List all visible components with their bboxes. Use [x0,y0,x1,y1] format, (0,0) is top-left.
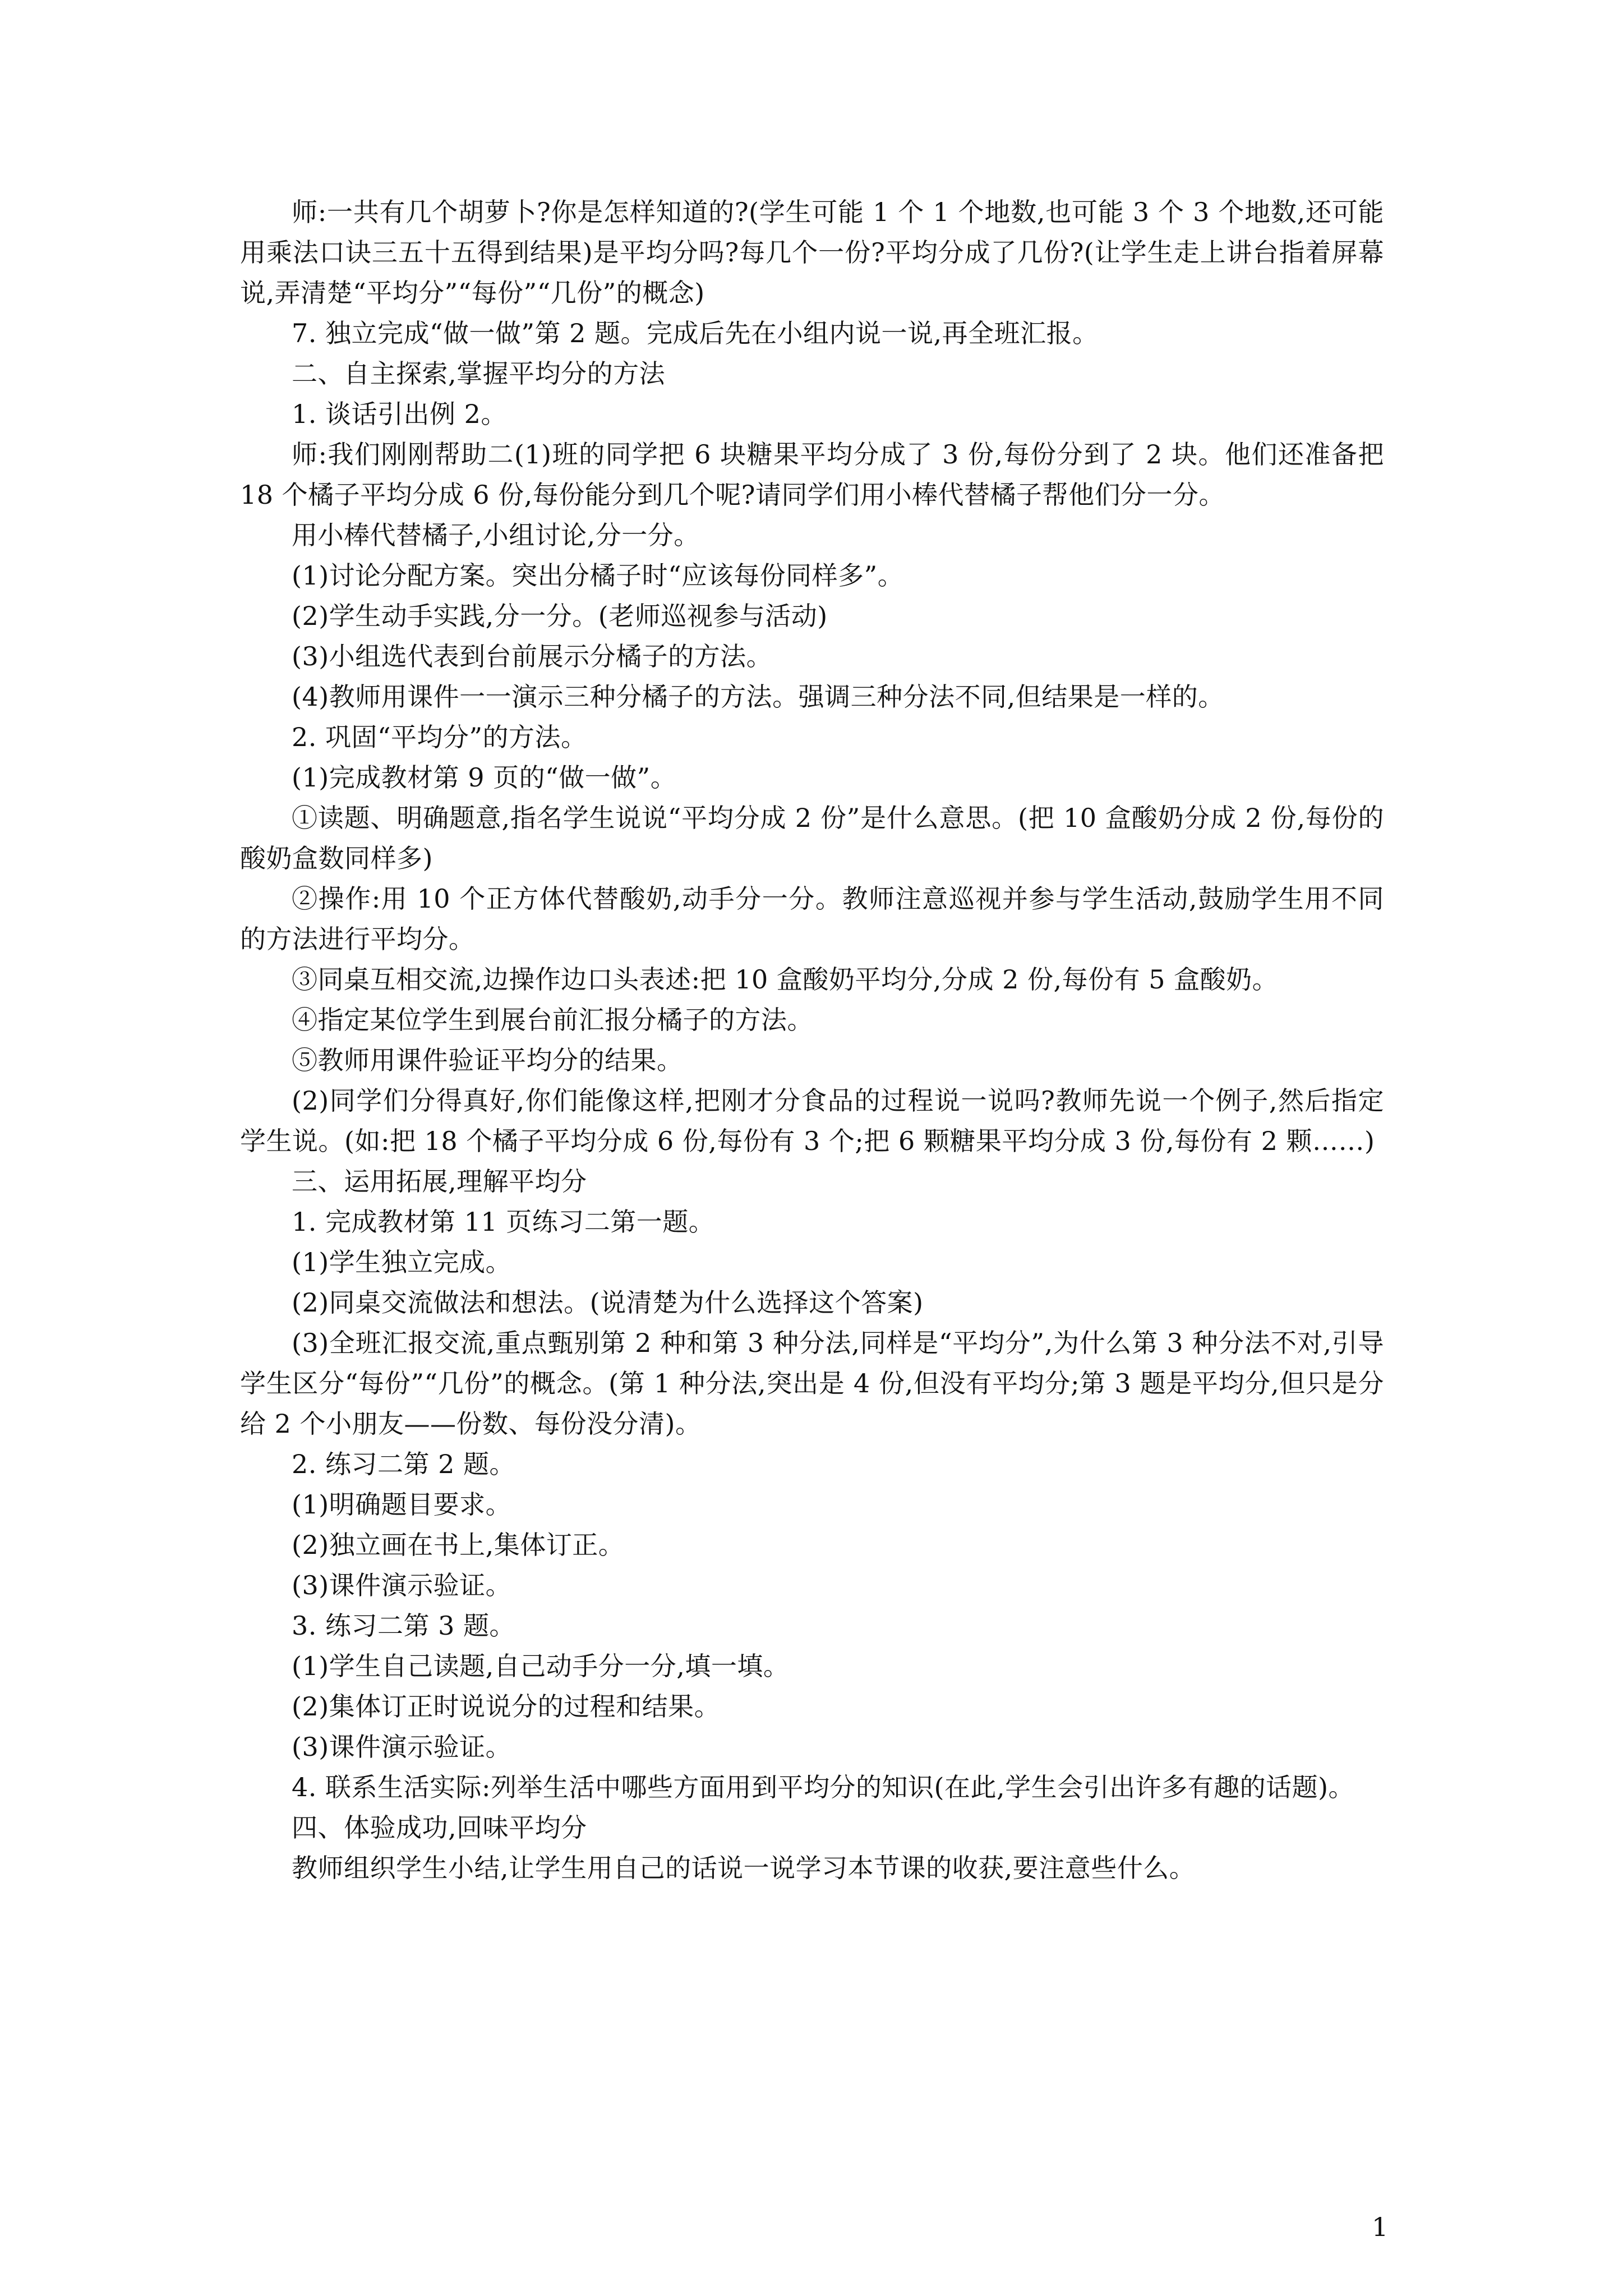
list-item: (3)课件演示验证。 [292,1732,512,1762]
list-item: ⑤教师用课件验证平均分的结果。 [292,1045,683,1075]
list-item: (2)集体订正时说说分的过程和结果。 [292,1691,721,1722]
list-item: (3)全班汇报交流,重点甄别第 2 种和第 3 种分法,同样是“平均分”,为什么第 3 种分法不对,引导学生区分“每份”“几份”的概念。(第 1 种分法,突出是 4 份,但没有平均分;第 3 题是平均分,但只是分给 2 个小朋友——份数、每份没分清)。 [240,1328,1384,1439]
paragraph: 1. 完成教材第 11 页练习二第一题。 [292,1207,715,1237]
list-item: (1)学生自己读题,自己动手分一分,填一填。 [292,1651,790,1681]
paragraph: 4. 联系生活实际:列举生活中哪些方面用到平均分的知识(在此,学生会引出许多有趣的话题)。 [292,1772,1355,1802]
list-item: (1)讨论分配方案。突出分橘子时“应该每份同样多”。 [292,560,904,591]
section-heading: 二、自主探索,掌握平均分的方法 [292,358,666,389]
list-item: (3)小组选代表到台前展示分橘子的方法。 [292,641,773,671]
list-item: (1)完成教材第 9 页的“做一做”。 [292,762,677,793]
list-item: ③同桌互相交流,边操作边口头表述:把 10 盒酸奶平均分,分成 2 份,每份有 5 盒酸奶。 [292,964,1279,995]
list-item: ④指定某位学生到展台前汇报分橘子的方法。 [292,1005,813,1035]
list-item: (2)学生动手实践,分一分。(老师巡视参与活动) [292,601,828,631]
list-item: ②操作:用 10 个正方体代替酸奶,动手分一分。教师注意巡视并参与学生活动,鼓励学生用不同的方法进行平均分。 [240,884,1384,954]
list-item: (3)课件演示验证。 [292,1570,512,1600]
list-item: (2)独立画在书上,集体订正。 [292,1530,625,1560]
paragraph: 教师组织学生小结,让学生用自己的话说一说学习本节课的收获,要注意些什么。 [292,1853,1196,1883]
section-heading: 三、运用拓展,理解平均分 [292,1166,587,1197]
paragraph: 3. 练习二第 3 题。 [292,1611,516,1641]
list-item: (1)学生独立完成。 [292,1247,512,1277]
paragraph: 2. 巩固“平均分”的方法。 [292,722,587,752]
list-item: ①读题、明确题意,指名学生说说“平均分成 2 份”是什么意思。(把 10 盒酸奶分成 2 份,每份的酸奶盒数同样多) [240,803,1384,873]
document-body [240,192,1384,1888]
page-number: 1 [1372,2212,1389,2242]
list-item: (4)教师用课件一一演示三种分橘子的方法。强调三种分法不同,但结果是一样的。 [292,682,1224,712]
paragraph: 2. 练习二第 2 题。 [292,1449,516,1479]
paragraph: 师:我们刚刚帮助二(1)班的同学把 6 块糖果平均分成了 3 份,每份分到了 2 块。他们还准备把 18 个橘子平均分成 6 份,每份能分到几个呢?请同学们用小棒代替橘子帮他们分一分。 [240,439,1384,510]
list-item: (2)同学们分得真好,你们能像这样,把刚才分食品的过程说一说吗?教师先说一个例子,然后指定学生说。(如:把 18 个橘子平均分成 6 份,每份有 3 个;把 6 颗糖果平均分成 3 份,每份有 2 颗……) [240,1085,1385,1156]
paragraph: 用小棒代替橘子,小组讨论,分一分。 [292,520,700,550]
paragraph: 师:一共有几个胡萝卜?你是怎样知道的?(学生可能 1 个 1 个地数,也可能 3 个 3 个地数,还可能用乘法口诀三五十五得到结果)是平均分吗?每几个一份?平均分成了几份?(让学生走上讲台指着屏幕说,弄清楚“平均分”“每份”“几份”的概念) [240,197,1384,308]
paragraph: 7. 独立完成“做一做”第 2 题。完成后先在小组内说一说,再全班汇报。 [292,318,1099,348]
section-heading: 四、体验成功,回味平均分 [292,1812,587,1843]
paragraph: 1. 谈话引出例 2。 [292,399,507,429]
list-item: (1)明确题目要求。 [292,1489,512,1520]
list-item: (2)同桌交流做法和想法。(说清楚为什么选择这个答案) [292,1287,924,1318]
